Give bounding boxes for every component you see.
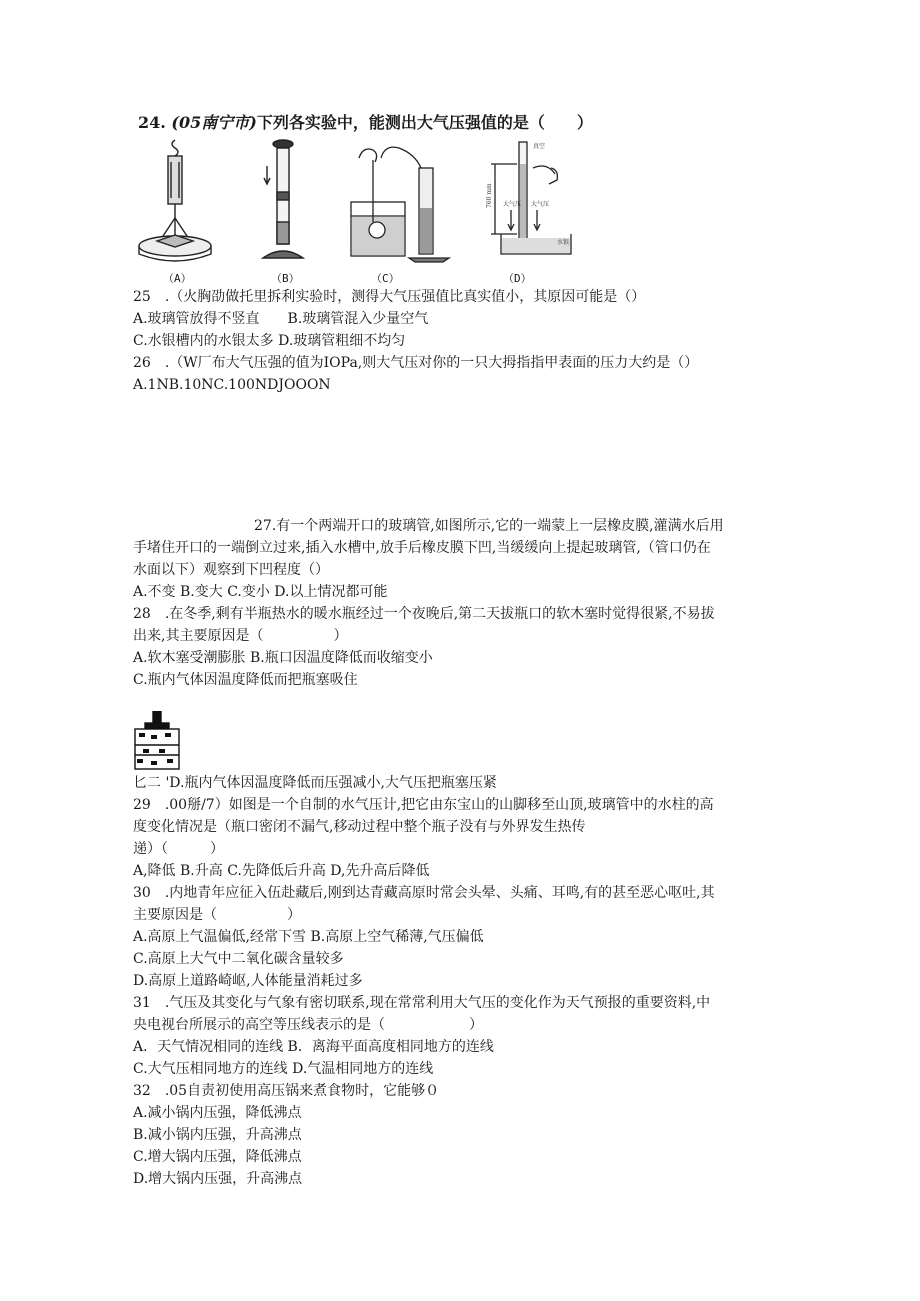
q25-options-cd: C.水银槽内的水银太多 D.玻璃管粗细不均匀 [133,333,406,349]
q28-options-ab: A.软木塞受潮膨胀 B.瓶口因温度降低而收缩变小 [133,650,433,666]
figure-d-label-vacuum: 真空 [533,143,546,150]
q24-text: 下列各实验中，能测出大气压强值的是（ ） [256,113,593,132]
figure-d-caption: （D） [503,272,532,285]
figure-b-caption: （B） [271,272,300,285]
q32-option-c: C.增大锅内压强，降低沸点 [133,1149,302,1165]
q29-options: A,降低 B.升高 C.先降低后升高 D,先升高后降低 [133,863,430,879]
q27-options: A.不变 B.变大 C.变小 D.以上情况都可能 [133,584,388,600]
figure-d-label-pressure-right: 大气压 [531,201,550,208]
q25-options-ab: A.玻璃管放得不竖直 B.玻璃管混入少量空气 [133,311,429,327]
q28-stem-line2: 出来,其主要原因是（ ） [133,628,348,644]
q32-option-b: B.减小锅内压强，升高沸点 [133,1127,302,1143]
q32-option-a: A.减小锅内压强，降低沸点 [133,1105,302,1121]
figure-a-caption: （A） [163,272,192,285]
question-24-stem [138,110,593,133]
figure-d-label-760mm: 760 mm [486,183,493,208]
q24-number: 24. [138,113,166,132]
q29-stem-line1: 29 .00掰/7）如图是一个自制的水气压计,把它由东宝山的山脚移至山顶,玻璃管中的水柱的高 [133,797,714,813]
q29-stem-line3: 递）（ ） [133,841,224,857]
q30-stem-line1: 30 .内地青年应征入伍赴藏后,刚到达青藏高原时常会头晕、头痛、耳鸣,有的甚至恶心呕吐,其 [133,885,715,901]
q30-stem-line2: 主要原因是（ ） [133,907,301,923]
q27-stem-line1: 27.有一个两端开口的玻璃管,如图所示,它的一端蒙上一层橡皮膜,灌满水后用 [254,518,724,534]
q30-option-d: D.高原上道路崎岖,人体能量消耗过多 [133,973,363,989]
q28-stem-line1: 28 .在冬季,剩有半瓶热水的暖水瓶经过一个夜晚后,第二天拔瓶口的软木塞时觉得很紧,不易拔 [133,606,715,622]
figure-c-flask-manometer [343,138,453,266]
q30-options-ab: A.高原上气温偏低,经常下雪 B.高原上空气稀薄,气压偏低 [133,929,484,945]
figure-d-torricelli-tube [481,138,581,266]
q31-options-cd: C.大气压相同地方的连线 D.气温相同地方的连线 [133,1061,434,1077]
figure-a-spring-scale [133,138,213,266]
q27-stem-line2: 手堵住开口的一端倒立过来,插入水槽中,放手后橡皮膜下凹,当缓缓向上提起玻璃管,（管口仍在 [133,540,711,556]
q28-option-c: C.瓶内气体因温度降低而把瓶塞吸住 [133,672,358,688]
q26-options: A.1NB.10NC.100NDJOOON [133,377,331,393]
q28-option-d: 匕二 'D.瓶内气体因温度降低而压强减小,大气压把瓶塞压紧 [133,775,497,791]
q31-stem-line2: 央电视台所展示的高空等压线表示的是（ ） [133,1017,483,1033]
q31-options-ab: A．天气情况相同的连线 B．离海平面高度相同地方的连线 [133,1039,494,1055]
q30-option-c: C.高原上大气中二氧化碳含量较多 [133,951,344,967]
figure-c-caption: （C） [371,272,400,285]
q32-stem: 32 .05自责初使用高压锅来煮食物时，它能够０ [133,1083,440,1099]
q25-stem: 25 .（火胸劭做托里拆利实验时，测得大气压强值比真实值小，其原因可能是（） [133,289,646,305]
q26-stem: 26 .（W厂布大气压强的值为IOPa,则大气压对你的一只大拇指指甲表面的压力大约是（） [133,355,699,371]
figure-d-label-pressure-left: 大气压 [503,201,522,208]
q24-figures [133,138,573,288]
q24-source: (05南宁市) [171,113,257,132]
q31-stem-line1: 31 .气压及其变化与气象有密切联系,现在常常利用大气压的变化作为天气预报的重要资料,中 [133,995,711,1011]
figure-d-label-mercury: 水银 [557,239,570,246]
q27-stem-line3: 水面以下）观察到下凹程度（） [133,562,329,578]
q29-stem-line2: 度变化情况是（瓶口密闭不漏气,移动过程中整个瓶子没有与外界发生热传 [133,819,586,835]
q32-option-d: D.增大锅内压强，升高沸点 [133,1171,303,1187]
thermos-bottle-figure [133,711,181,771]
figure-b-syringe [253,138,313,266]
